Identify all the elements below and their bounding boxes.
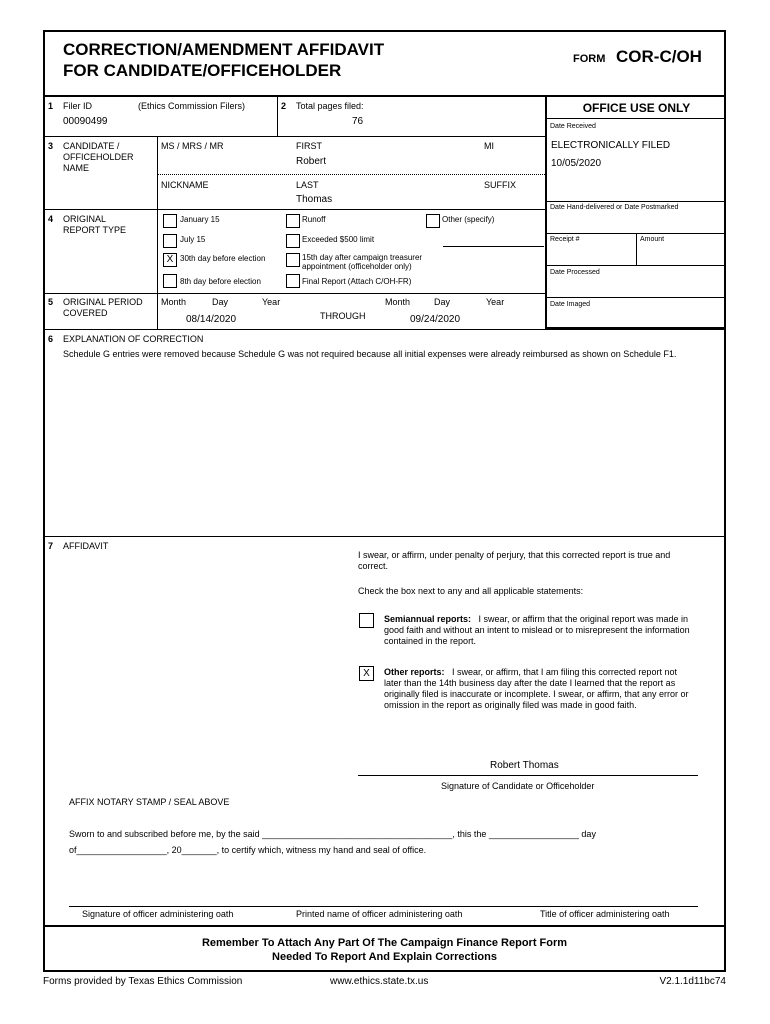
checkbox-other[interactable] bbox=[426, 214, 440, 228]
to-year-label: Year bbox=[486, 297, 505, 307]
from-year-label: Year bbox=[262, 297, 281, 307]
divider bbox=[43, 293, 545, 294]
sworn-line2: of__________________, 20_______, to certify which, witness my hand and seal of office. bbox=[69, 845, 427, 855]
opt-other: Other (specify) bbox=[442, 215, 495, 224]
processed-label: Date Processed bbox=[550, 269, 600, 276]
office-status-date: 10/05/2020 bbox=[551, 158, 602, 169]
mi-label: MI bbox=[484, 141, 494, 151]
oath-signature-line bbox=[69, 906, 698, 907]
footer-right: V2.1.1d11bc74 bbox=[659, 976, 726, 987]
divider bbox=[546, 201, 726, 202]
period-to-value[interactable]: 09/24/2020 bbox=[410, 314, 461, 325]
semiannual-title: Semiannual reports: bbox=[384, 614, 472, 624]
divider bbox=[546, 265, 726, 266]
suffix-label: SUFFIX bbox=[484, 180, 517, 190]
s3-label: CANDIDATE / OFFICEHOLDER NAME bbox=[63, 141, 134, 173]
opt-exceeded: Exceeded $500 limit bbox=[302, 235, 375, 244]
footer-left: Forms provided by Texas Ethics Commission bbox=[43, 976, 243, 987]
explanation-text[interactable]: Schedule G entries were removed because Schedule G was not required because all initial expenses were already reimbursed as shown on Schedule F1. bbox=[63, 349, 677, 359]
amount-label: Amount bbox=[640, 236, 665, 243]
s6-label: EXPLANATION OF CORRECTION bbox=[63, 334, 204, 344]
form-code: COR-C/OH bbox=[616, 47, 702, 66]
hand-delivered-label: Date Hand-delivered or Date Postmarked bbox=[550, 204, 679, 211]
s6-num: 6 bbox=[48, 334, 54, 344]
other-title: Other reports: bbox=[384, 667, 445, 677]
oath-printed-name-label: Printed name of officer administering oath bbox=[296, 909, 463, 919]
s4-label: ORIGINAL REPORT TYPE bbox=[63, 214, 127, 235]
divider bbox=[546, 118, 726, 119]
s2-label: Total pages filed: bbox=[296, 101, 364, 111]
filer-id-value[interactable]: 00090499 bbox=[63, 116, 108, 127]
last-name-value[interactable]: Thomas bbox=[296, 194, 333, 205]
divider bbox=[277, 96, 278, 137]
checkbox-final[interactable] bbox=[286, 274, 300, 288]
checkbox-15th-day[interactable] bbox=[286, 253, 300, 267]
office-use-box bbox=[545, 96, 726, 329]
checkbox-runoff[interactable] bbox=[286, 214, 300, 228]
opt-15th-day: 15th day after campaign treasurer appointment (officeholder only) bbox=[302, 253, 423, 271]
divider bbox=[158, 174, 545, 175]
divider bbox=[546, 297, 726, 298]
divider bbox=[43, 536, 726, 537]
s5-num: 5 bbox=[48, 297, 54, 307]
checkbox-semiannual[interactable] bbox=[359, 613, 374, 628]
other-specify-line[interactable] bbox=[443, 246, 544, 247]
semiannual-statement bbox=[384, 614, 696, 647]
total-pages-value[interactable]: 76 bbox=[352, 116, 364, 127]
s1-num: 1 bbox=[48, 101, 54, 111]
s2-num: 2 bbox=[281, 101, 287, 111]
divider bbox=[43, 329, 726, 330]
form-prefix: FORM bbox=[573, 53, 606, 65]
form-title-line2: FOR CANDIDATE/OFFICEHOLDER bbox=[63, 61, 342, 80]
first-name-value[interactable]: Robert bbox=[296, 156, 327, 167]
s5-label: ORIGINAL PERIOD COVERED bbox=[63, 297, 143, 318]
office-status: ELECTRONICALLY FILED bbox=[551, 140, 671, 151]
notary-label: AFFIX NOTARY STAMP / SEAL ABOVE bbox=[69, 797, 230, 807]
oath-signature-label: Signature of officer administering oath bbox=[82, 909, 234, 919]
oath-text: I swear, or affirm, under penalty of perjury, that this corrected report is true and correct. bbox=[358, 550, 671, 571]
ms-label: MS / MRS / MR bbox=[161, 141, 224, 151]
opt-runoff: Runoff bbox=[302, 215, 326, 224]
divider bbox=[636, 233, 637, 265]
office-use-title: OFFICE USE ONLY bbox=[582, 101, 691, 115]
checkbox-30th-day[interactable]: X bbox=[163, 253, 177, 267]
semiannual-text: I swear, or affirm that the original report was made in good faith and without an intent to mislead or to misrepresent the information contained in the report. bbox=[384, 614, 690, 646]
last-label: LAST bbox=[296, 180, 319, 190]
signature-line bbox=[358, 775, 698, 776]
nickname-label: NICKNAME bbox=[161, 180, 209, 190]
opt-30th-day: 30th day before election bbox=[180, 254, 266, 263]
checkbox-exceeded[interactable] bbox=[286, 234, 300, 248]
checkbox-january[interactable] bbox=[163, 214, 177, 228]
to-day-label: Day bbox=[434, 297, 451, 307]
divider bbox=[43, 136, 545, 137]
reminder-line1: Remember To Attach Any Part Of The Campaign Finance Report Form bbox=[201, 937, 568, 949]
form-title-line1: CORRECTION/AMENDMENT AFFIDAVIT bbox=[63, 40, 385, 59]
checkbox-8th-day[interactable] bbox=[163, 274, 177, 288]
s3-num: 3 bbox=[48, 141, 54, 151]
divider bbox=[43, 925, 726, 927]
other-text: I swear, or affirm, that I am filing this corrected report not later than the 14th business day after the date I learned that the report as originally filed is inaccurate or incomplete. I swear, or affirm, that any error or omission in the report as originally filed was made in good faith. bbox=[384, 667, 689, 710]
s1-note: (Ethics Commission Filers) bbox=[138, 101, 246, 111]
check-note: Check the box next to any and all applicable statements: bbox=[358, 586, 584, 596]
period-from-value[interactable]: 08/14/2020 bbox=[186, 314, 237, 325]
opt-january: January 15 bbox=[180, 215, 220, 224]
date-received-label: Date Received bbox=[550, 123, 596, 130]
s4-num: 4 bbox=[48, 214, 54, 224]
s7-num: 7 bbox=[48, 541, 54, 551]
imaged-label: Date Imaged bbox=[550, 301, 591, 308]
signature-label: Signature of Candidate or Officeholder bbox=[441, 781, 595, 791]
checkbox-july[interactable] bbox=[163, 234, 177, 248]
opt-july: July 15 bbox=[180, 235, 206, 244]
divider bbox=[43, 209, 545, 210]
receipt-label: Receipt # bbox=[550, 236, 580, 243]
from-month-label: Month bbox=[161, 297, 187, 307]
opt-8th-day: 8th day before election bbox=[180, 277, 261, 286]
candidate-signature[interactable]: Robert Thomas bbox=[490, 760, 559, 771]
first-label: FIRST bbox=[296, 141, 322, 151]
footer-center[interactable]: www.ethics.state.tx.us bbox=[330, 976, 429, 987]
from-day-label: Day bbox=[212, 297, 229, 307]
to-month-label: Month bbox=[385, 297, 411, 307]
sworn-line1: Sworn to and subscribed before me, by the said ______________________________________, this the __________________ day bbox=[69, 829, 596, 839]
reminder-line2: Needed To Report And Explain Corrections bbox=[272, 951, 497, 963]
s7-label: AFFIDAVIT bbox=[63, 541, 109, 551]
oath-title-label: Title of officer administering oath bbox=[540, 909, 670, 919]
through-label: THROUGH bbox=[320, 311, 366, 321]
other-statement bbox=[384, 667, 696, 711]
s1-label: Filer ID bbox=[63, 101, 92, 111]
opt-final: Final Report (Attach C/OH-FR) bbox=[302, 277, 412, 286]
checkbox-other-reports[interactable]: X bbox=[359, 666, 374, 681]
